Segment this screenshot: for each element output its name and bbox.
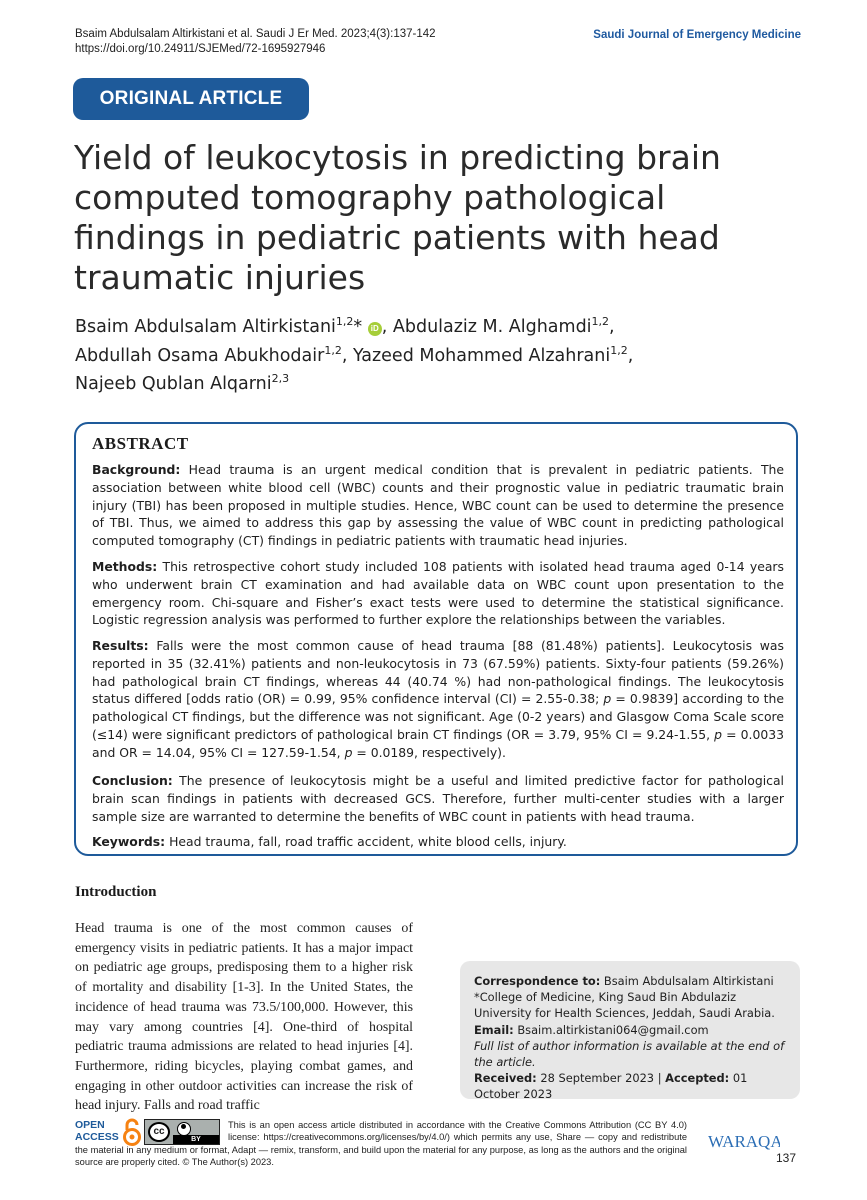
section-label: Conclusion: <box>92 773 173 788</box>
abstract-conclusion <box>92 772 784 825</box>
author-name: Bsaim Abdulsalam Altirkistani <box>75 317 336 337</box>
email-link[interactable]: Bsaim.altirkistani064@gmail.com <box>517 1022 709 1037</box>
affiliation-sup: 2,3 <box>271 372 290 386</box>
abstract-heading: ABSTRACT <box>92 434 189 453</box>
page-number: 137 <box>776 1151 797 1165</box>
received-label: Received: <box>474 1071 537 1086</box>
section-text: Head trauma, fall, road traffic accident, white blood cells, injury. <box>169 834 567 849</box>
by-label: BY <box>173 1135 219 1144</box>
section-label: Keywords: <box>92 834 166 849</box>
open-label: OPEN <box>75 1119 105 1131</box>
abstract-background <box>92 461 784 550</box>
p-symbol: p <box>603 691 612 707</box>
section-text: = 0.0033 and OR = 14.04, 95% CI = 127.59-1.54, <box>92 726 785 760</box>
license-text-wrapper <box>75 1119 687 1169</box>
license-logo-spacer <box>75 1119 228 1143</box>
article-type-badge: ORIGINAL ARTICLE <box>73 78 309 120</box>
article-title: Yield of leukocytosis in predicting brain computed tomography pathological findings in pediatric patients with head traumatic injuries <box>74 138 721 297</box>
access-label: ACCESS <box>75 1131 119 1143</box>
section-label: Background: <box>92 462 181 477</box>
p-symbol: p <box>344 744 353 760</box>
corresponding-star: * <box>353 317 363 337</box>
waraqa-logo <box>706 1120 780 1152</box>
affiliation-sup: 1,2 <box>335 315 354 329</box>
affiliation-sup: 1,2 <box>324 343 342 357</box>
received-date: 28 September 2023 <box>540 1071 655 1086</box>
abstract-methods <box>92 558 784 629</box>
date-separator: | <box>657 1071 662 1086</box>
doi-link[interactable]: https://doi.org/10.24911/SJEMed/72-1695927946 <box>75 43 326 55</box>
author-name: Abdullah Osama Abukhodair <box>75 345 325 366</box>
correspondence-text <box>474 973 792 1103</box>
section-text: Falls were the most common cause of head trauma [88 (81.48%) patients]. Leukocytosis was reported in 35 (32.41%) patients and non-leukocytosis in 73 (67.59%) patients. Sixty-four patients (59.26%) had pathological brain CT findings, whereas 44 (40.74 %) had non-pathological findings. The leukocytosis status differed [odds ratio (OR) = 0.99, 95% confidence interval (CI) = 2.55-0.38; <box>92 638 784 707</box>
introduction-text: Head trauma is one of the most common causes of emergency visits in pediatric patients. It has a major impact on pediatric age groups, predisposing them to a higher risk of mortality and disability [1-3]. In the United States, the incidence of head trauma was 73.5/100,000. However, this may vary among countries [4]. One-third of hospital pediatric trauma admissions are related to head injuries [4]. Furthermore, riding bicycles, playing combat games, and engaging in other outdoor activities can increase the risk of head injury. Falls and road traffic <box>75 921 413 1114</box>
section-text: = 0.0189, respectively). <box>352 744 506 760</box>
correspondence-name: Bsaim Abdulsalam Altirkistani <box>603 974 774 988</box>
author-name: Najeeb Qublan Alqarni <box>75 374 272 394</box>
accepted-date: 01 October 2023 <box>474 1071 748 1102</box>
correspondence-label: Correspondence to: <box>474 974 601 988</box>
author-info-note: Full list of author information is available at the end of the article. <box>474 1038 785 1070</box>
orcid-icon[interactable]: iD <box>368 322 382 336</box>
running-header <box>75 27 436 57</box>
journal-name: Saudi Journal of Emergency Medicine <box>593 29 801 41</box>
correspondence-affiliation: *College of Medicine, King Saud Bin Abdulaziz University for Health Sciences, Jeddah, Saudi Arabia. <box>474 990 775 1021</box>
section-text: The presence of leukocytosis might be a useful and limited predictive factor for pathological brain scan findings in patients with decreased GCS. Therefore, further multi-center studies with a larger sample size are warranted to determine the benefits of WBC count in patients with head trauma. <box>92 773 784 824</box>
abstract-results <box>92 637 784 762</box>
section-text: = 0.9839] according to the pathological CT findings, but the difference was not significant. Age (0-2 years) and Glasgow Coma Scale score (≤14) were significant predictors of pathological brain CT findings (OR = 3.79, 95% CI = 9.24-1.55, <box>92 691 784 742</box>
section-heading-introduction: Introduction <box>75 884 157 900</box>
waraqa-logo-icon <box>706 1120 780 1152</box>
section-text: Head trauma is an urgent medical condition that is prevalent in pediatric patients. The association between white blood cell (WBC) counts and their prognostic value in pediatric traumatic brain injury (TBI) has been proposed in multiple studies. Hence, WBC count can be used to determine the presence of TBI. Thus, we aimed to address this gap by assessing the value of WBC count in predicting pathological computed tomography (CT) findings in pediatric patients with traumatic head injuries. <box>92 462 784 549</box>
cc-icon: cc <box>148 1122 170 1142</box>
affiliation-sup: 1,2 <box>591 315 610 329</box>
section-text: This retrospective cohort study included 108 patients with isolated head trauma aged 0-14 years who underwent brain CT examination and had available data on WBC count upon presentation to the emergency room. Chi-square and Fisher’s exact tests were used to determine the statistical significance. Logistic regression analysis was performed to further explore the relationships between the variables. <box>92 559 784 628</box>
author-list: Bsaim Abdulsalam Altirkistani$^{1,2}$* iD , Abdulaziz M. Alghamdi$^{1,2}$, Abdullah Osama Abukhodair$^{1,2}$, Yazeed Mohammed Alzahrani$^{1,2}$, Najeeb Qublan Alqarni$^{2,3}$ <box>75 315 634 394</box>
section-label: Methods: <box>92 559 158 574</box>
citation: Bsaim Abdulsalam Altirkistani et al. Saudi J Er Med. 2023;4(3):137-142 <box>75 28 436 40</box>
license-text: This is an open access article distributed in accordance with the Creative Commons Attribution (CC BY 4.0) license: https://creativecommons.org/licenses/by/4.0/) which permits any use, Share — copy and redistribute the material in any medium or format, Adapt — remix, transform, and build upon the material for any purpose, as long as the authors and the original source are properly cited. © The Author(s) 2023. <box>75 1120 687 1168</box>
waraqa-wordmark: WARAQA <box>708 1132 780 1151</box>
author-name: Abdulaziz M. Alghamdi <box>392 317 592 337</box>
abstract-keywords <box>92 833 784 851</box>
section-label: Results: <box>92 638 149 653</box>
p-symbol: p <box>714 726 723 742</box>
email-label: Email: <box>474 1022 514 1037</box>
affiliation-sup: 1,2 <box>610 343 628 357</box>
accepted-label: Accepted: <box>665 1071 730 1086</box>
author-name: Yazeed Mohammed Alzahrani <box>352 345 611 366</box>
